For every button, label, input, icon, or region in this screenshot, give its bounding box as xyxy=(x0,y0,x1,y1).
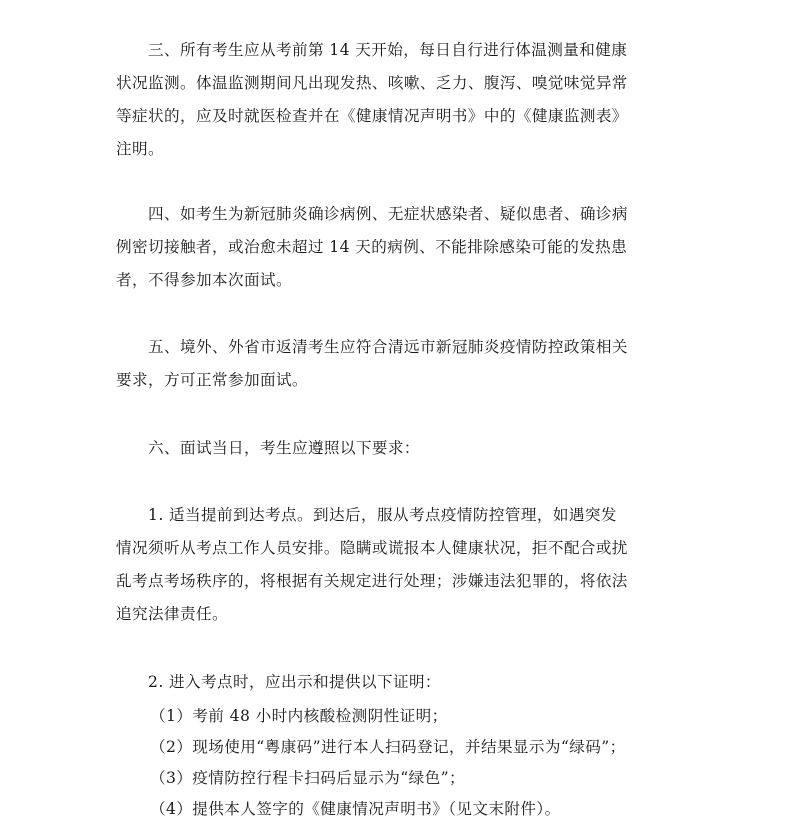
text-line: 六、面试当日，考生应遵照以下要求： xyxy=(148,439,420,457)
text-line: 乱考点考场秩序的，将根据有关规定进行处理；涉嫌违法犯罪的，将依法 xyxy=(116,572,628,590)
text-line: 三、所有考生应从考前第 14 天开始，每日自行进行体温测量和健康 xyxy=(148,41,628,59)
list-item: （1）考前 48 小时内核酸检测阴性证明； xyxy=(150,707,448,725)
text-line: 四、如考生为新冠肺炎确诊病例、无症状感染者、疑似患者、确诊病 xyxy=(148,205,628,223)
paragraph-entry-proof xyxy=(116,666,656,699)
text-line: 要求，方可正常参加面试。 xyxy=(116,371,308,389)
text-line: 2. 进入考点时，应出示和提供以下证明： xyxy=(148,673,441,691)
paragraph-arrive-early xyxy=(116,499,656,631)
text-line: 1. 适当提前到达考点。到达后，服从考点疫情防控管理，如遇突发 xyxy=(148,506,617,524)
text-line: 情况须听从考点工作人员安排。隐瞒或谎报本人健康状况，拒不配合或扰 xyxy=(116,539,628,557)
list-item: （2）现场使用“粤康码”进行本人扫码登记，并结果显示为“绿码”； xyxy=(150,738,626,756)
text-line: 注明。 xyxy=(116,140,164,158)
list-item: （3）疫情防控行程卡扫码后显示为“绿色”； xyxy=(150,769,465,787)
text-line: 追究法律责任。 xyxy=(116,605,228,623)
text-line: 等症状的，应及时就医检查并在《健康情况声明书》中的《健康监测表》 xyxy=(116,107,628,125)
list-item: （4）提供本人签字的《健康情况声明书》（见文末附件）。 xyxy=(150,800,561,818)
text-line: 者，不得参加本次面试。 xyxy=(116,271,292,289)
text-line: 例密切接触者，或治愈未超过 14 天的病例、不能排除感染可能的发热患 xyxy=(116,238,628,256)
text-line: 五、境外、外省市返清考生应符合清远市新冠肺炎疫情防控政策相关 xyxy=(148,338,628,356)
proof-list xyxy=(150,701,670,825)
paragraph-returning-candidates xyxy=(116,331,656,397)
paragraph-interview-day xyxy=(116,432,656,465)
paragraph-health-monitoring xyxy=(116,34,656,166)
paragraph-exclusion xyxy=(116,198,656,297)
text-line: 状况监测。体温监测期间凡出现发热、咳嗽、乏力、腹泻、嗅觉味觉异常 xyxy=(116,74,628,92)
